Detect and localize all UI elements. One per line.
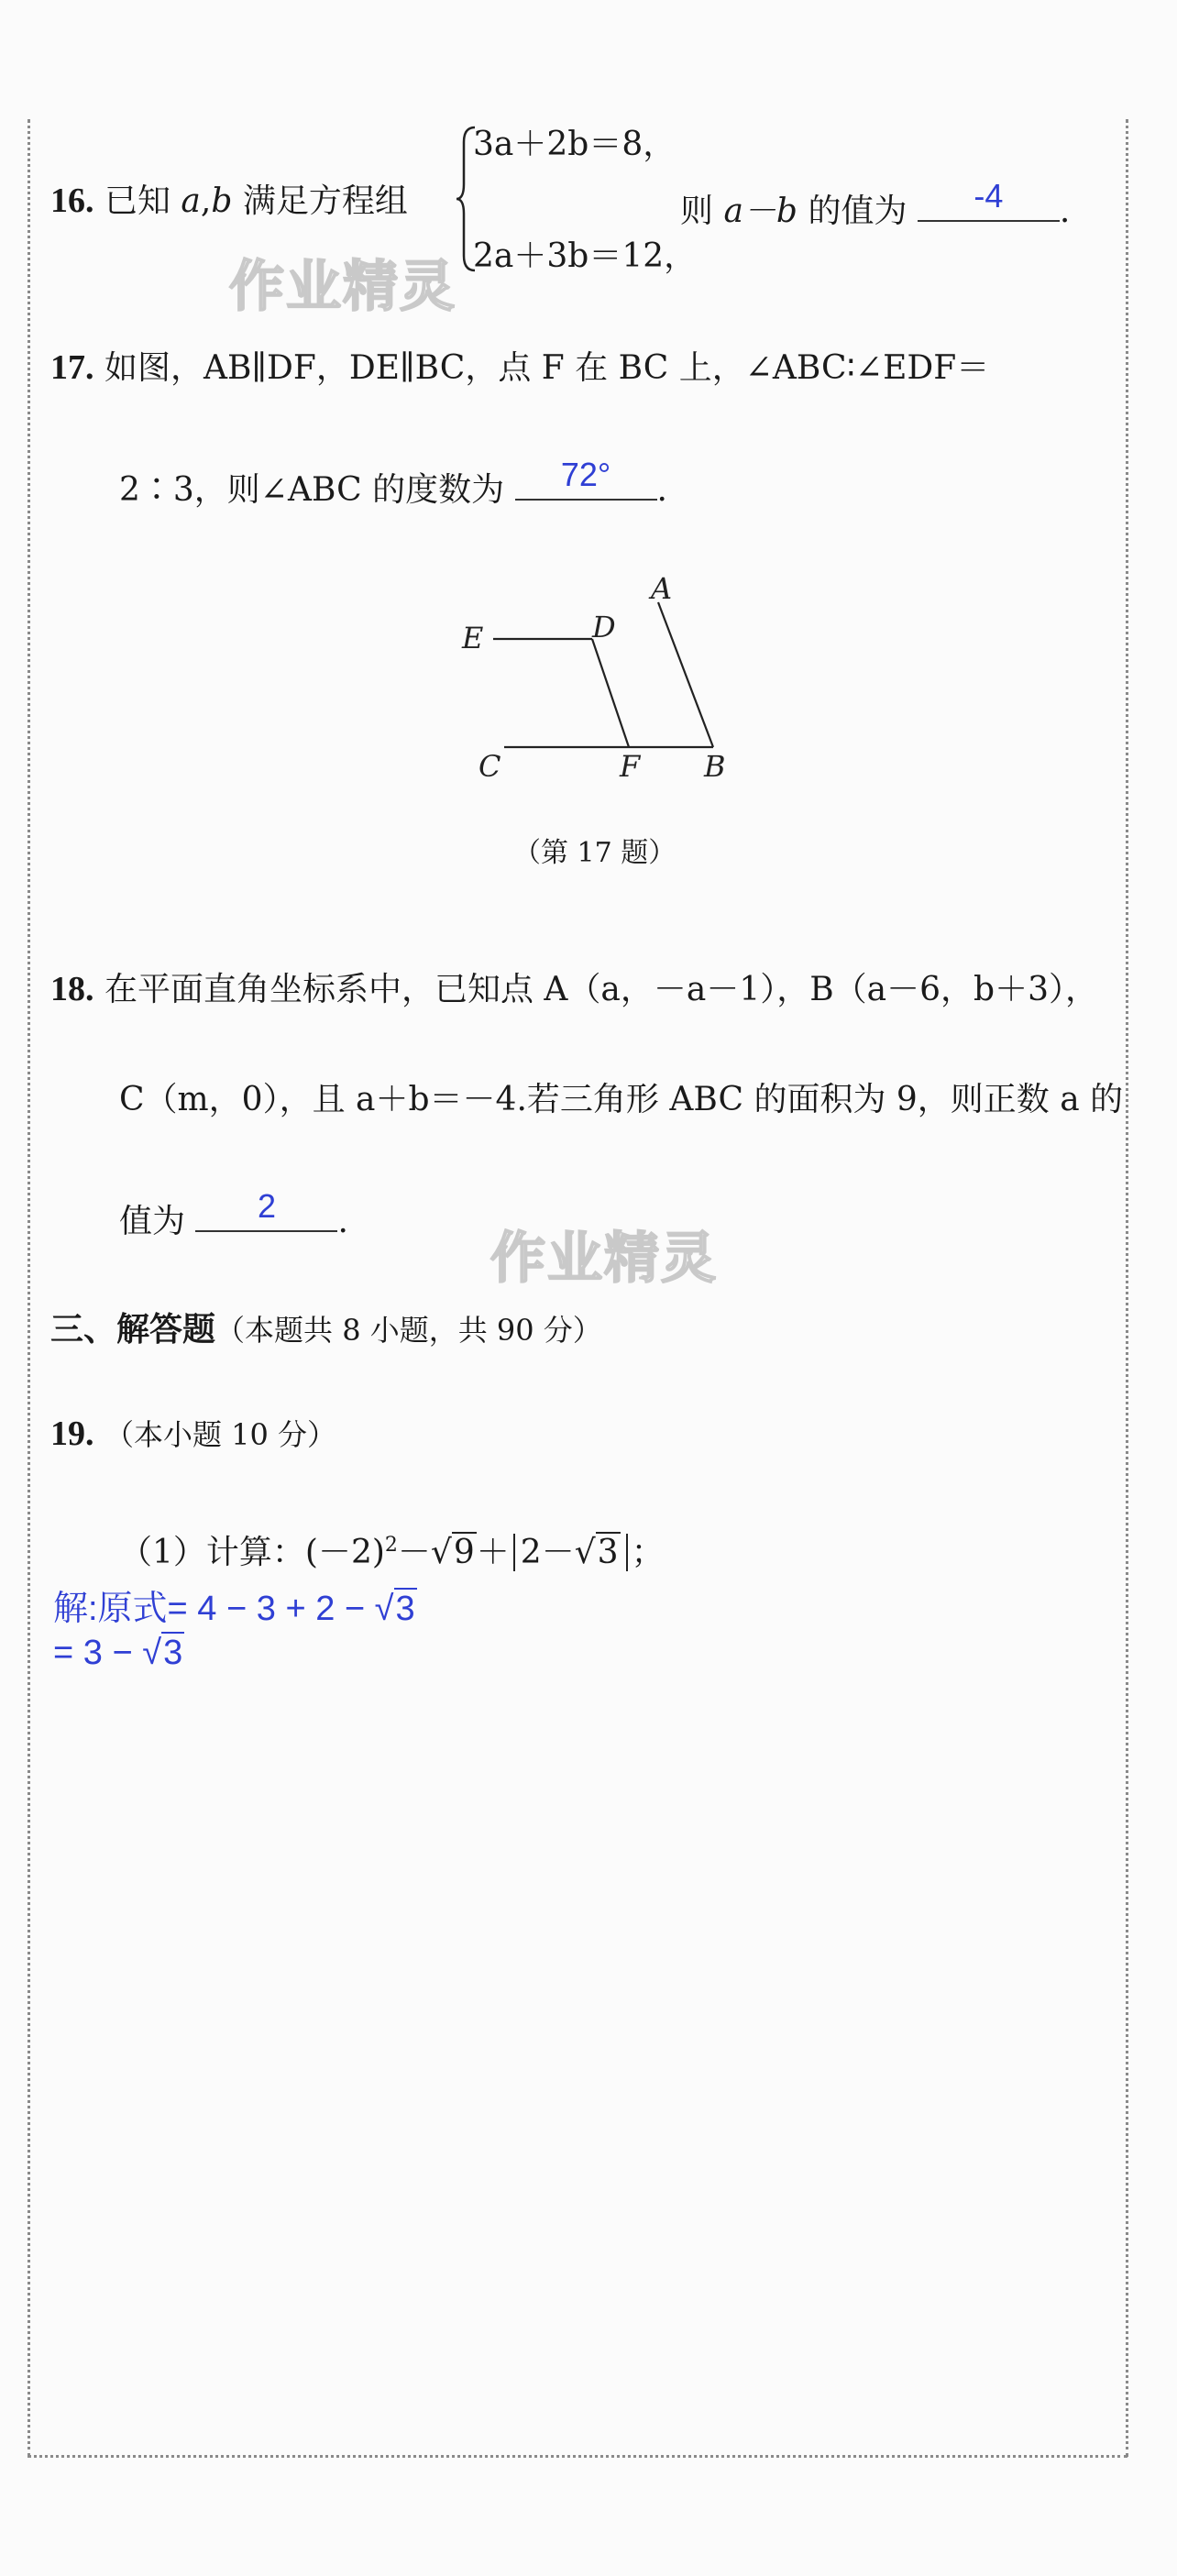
q19-part1	[119, 1536, 665, 1569]
part1-power-base: (－2)	[304, 1534, 385, 1571]
solution-sqrt: √3	[374, 1590, 415, 1628]
solution-line-2-text: = 3 −	[53, 1634, 133, 1672]
abs-inner: 2－	[520, 1534, 575, 1571]
absolute-value: 2－√3	[513, 1534, 628, 1571]
q16-suffix	[680, 177, 1071, 230]
part1-label: （1）计算：	[119, 1534, 305, 1571]
figure-17	[458, 564, 752, 793]
watermark-2: 作业精灵	[490, 1227, 718, 1291]
comma: ,	[200, 182, 212, 220]
question-number: 19.	[50, 1415, 94, 1453]
equation-1: 3a＋2b＝8，	[473, 126, 676, 163]
part1-end: ；	[631, 1534, 665, 1571]
section-title: 三、解答题	[50, 1311, 216, 1349]
label-C: C	[478, 749, 501, 784]
period: .	[337, 1203, 348, 1240]
sqrt-9-value: 9	[453, 1534, 475, 1571]
q18-line3	[119, 1187, 348, 1240]
label-B: B	[704, 749, 726, 784]
section-note: （本题共 8 小题，共 90 分）	[215, 1313, 602, 1348]
question-number: 16.	[50, 182, 94, 220]
solution-line-1-text: 解:原式= 4 − 3 + 2 −	[53, 1590, 366, 1628]
segment-DF	[592, 639, 629, 747]
q18-line1: 在平面直角坐标系中，已知点 A（a，－a－1），B（a－6，b＋3），	[104, 971, 1098, 1008]
question-18	[50, 972, 1098, 1007]
segment-AB	[658, 602, 713, 747]
question-number: 18.	[50, 970, 94, 1008]
bottom-dotted-border	[28, 2455, 1128, 2458]
section-heading	[50, 1304, 602, 1350]
answer-blank	[918, 177, 1060, 222]
q16-suffix-pre: 则	[680, 193, 714, 230]
question-number: 17.	[50, 348, 94, 387]
question-16	[50, 183, 408, 218]
answer-blank	[195, 1187, 337, 1232]
handwritten-answer: 72°	[560, 456, 611, 493]
handwritten-answer: 2	[257, 1187, 276, 1225]
q19-note: （本小题 10 分）	[104, 1417, 337, 1452]
label-E: E	[462, 621, 484, 655]
q16-expression: a－b	[723, 193, 798, 230]
solution-sqrt-value: 3	[163, 1634, 183, 1672]
question-19	[50, 1416, 336, 1451]
solution-sqrt-value: 3	[395, 1590, 415, 1628]
sqrt-9: √9	[430, 1534, 475, 1571]
label-A: A	[651, 571, 673, 606]
var-a: a	[181, 182, 201, 220]
left-dotted-border	[28, 119, 30, 2457]
period: .	[656, 471, 667, 509]
solution-line-1	[53, 1580, 417, 1630]
answer-blank	[515, 456, 657, 501]
q16-suffix-text: 的值为	[808, 193, 908, 230]
solution-sqrt: √3	[142, 1634, 183, 1672]
abs-sqrt-value: 3	[597, 1534, 619, 1571]
period: .	[1059, 193, 1071, 230]
solution-line-2	[53, 1634, 184, 1673]
label-D: D	[592, 610, 616, 644]
part1-plus: ＋	[476, 1534, 510, 1571]
right-dotted-border	[1126, 119, 1128, 2457]
figure-caption: （第 17 题）	[513, 837, 676, 869]
part1-minus: －	[397, 1534, 431, 1571]
q17-line2	[119, 456, 667, 509]
q17-line2-text: 2∶3，则∠ABC 的度数为	[119, 471, 505, 509]
var-b: b	[211, 182, 233, 220]
question-17	[50, 350, 989, 385]
label-F: F	[620, 749, 641, 784]
handwritten-answer: -4	[974, 177, 1004, 215]
watermark-1: 作业精灵	[229, 255, 456, 319]
q18-line2: C（m，0），且 a＋b＝－4.若三角形 ABC 的面积为 9，则正数 a 的	[119, 1081, 1124, 1118]
q18-line3-text: 值为	[119, 1203, 186, 1240]
q17-line1: 如图，AB∥DF，DE∥BC，点 F 在 BC 上，∠ABC∶∠EDF＝	[104, 349, 990, 387]
equation-2: 2a＋3b＝12，	[473, 237, 698, 275]
q16-middle: 满足方程组	[242, 182, 408, 220]
q16-prefix: 已知	[104, 182, 170, 220]
part1-exponent: 2	[384, 1534, 398, 1557]
